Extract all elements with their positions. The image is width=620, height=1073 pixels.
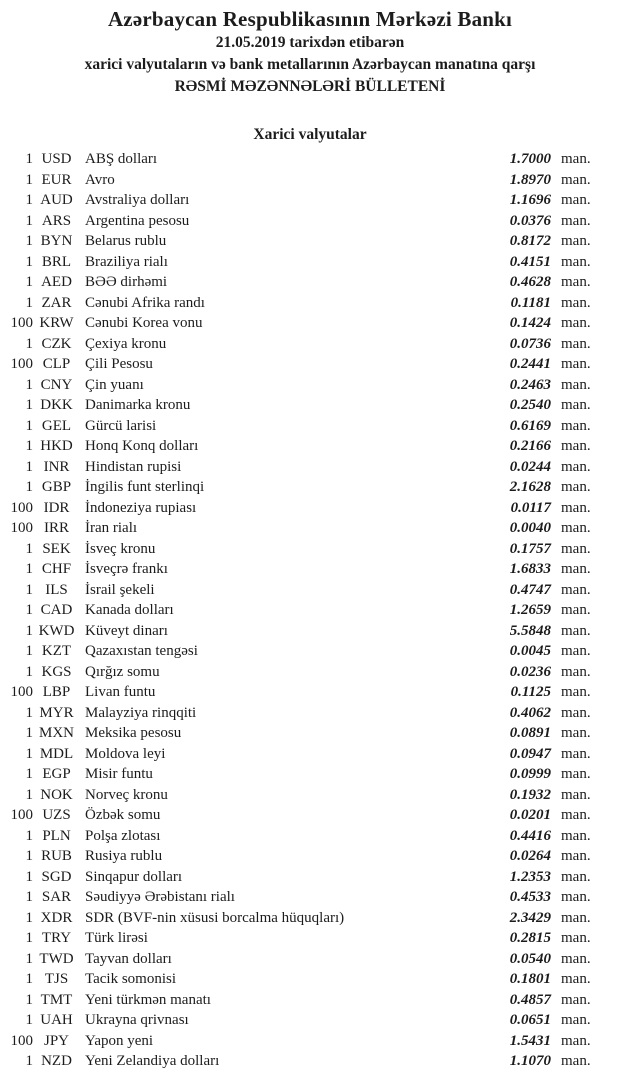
currency-code: NZD [41, 1053, 72, 1069]
currency-quantity: 100 [10, 520, 33, 536]
header-bulletin-title: RƏSMİ MƏZƏNNƏLƏRİ BÜLLETENİ [174, 78, 446, 95]
currency-rate: 0.0947 [509, 745, 551, 762]
currency-rate: 0.8172 [509, 233, 551, 249]
currency-unit: man. [561, 704, 591, 721]
currency-row [0, 990, 620, 1011]
currency-quantity: 1 [25, 438, 33, 454]
currency-rate: 0.4416 [509, 827, 551, 844]
currency-rate: 2.1628 [509, 479, 551, 495]
currency-rate: 1.2353 [509, 868, 551, 885]
currency-unit: man. [561, 786, 591, 803]
currency-code: NOK [40, 786, 73, 803]
currency-unit: man. [561, 540, 591, 557]
currency-name: Meksika pesosu [85, 725, 182, 741]
currency-code: EUR [41, 171, 72, 188]
currency-name: Qazaxıstan tengəsi [85, 643, 198, 659]
currency-quantity: 1 [25, 622, 33, 639]
currency-name: Çexiya kronu [85, 335, 167, 352]
currency-unit: man. [561, 335, 591, 352]
currency-rate: 0.1424 [509, 315, 551, 331]
currency-code: ARS [41, 212, 72, 229]
currency-rate: 0.1757 [509, 540, 551, 557]
currency-unit: man. [561, 151, 591, 167]
currency-quantity: 1 [25, 1053, 33, 1069]
currency-code: SGD [41, 868, 72, 885]
currency-row [0, 518, 620, 539]
currency-row [0, 375, 620, 396]
currency-row [0, 149, 620, 170]
currency-row [0, 1051, 620, 1072]
currency-row [0, 395, 620, 416]
currency-rate: 0.0376 [509, 212, 551, 229]
currency-code: BYN [40, 233, 73, 249]
header-bank-name: Azərbaycan Respublikasının Mərkəzi Bankı [107, 7, 513, 31]
currency-rate: 0.2166 [509, 438, 551, 454]
currency-name: İndoneziya rupiası [85, 499, 197, 516]
currency-quantity: 1 [25, 971, 33, 987]
currency-unit: man. [561, 376, 591, 393]
currency-code: ZAR [41, 294, 72, 311]
currency-code: MDL [39, 745, 74, 762]
currency-unit: man. [561, 622, 591, 639]
currency-row [0, 805, 620, 826]
currency-quantity: 1 [25, 745, 33, 762]
currency-row [0, 662, 620, 683]
currency-name: SDR (BVF-nin xüsusi borcalma hüquqları) [85, 909, 345, 926]
currency-row [0, 293, 620, 314]
currency-unit: man. [561, 766, 591, 782]
currency-name: Rusiya rublu [85, 848, 163, 864]
currency-quantity: 1 [25, 602, 33, 618]
currency-quantity: 1 [25, 294, 33, 311]
currency-unit: man. [561, 950, 591, 967]
currency-row [0, 744, 620, 765]
currency-rate: 0.2540 [509, 397, 551, 413]
currency-name: Sinqapur dolları [85, 868, 183, 885]
currency-unit: man. [561, 438, 591, 454]
currency-quantity: 1 [25, 725, 33, 741]
currency-code: LBP [42, 684, 71, 700]
currency-row [0, 764, 620, 785]
currency-code: INR [43, 458, 70, 475]
currency-code: UZS [42, 807, 71, 823]
currency-rate: 0.6169 [509, 417, 551, 434]
currency-rate: 1.1696 [509, 192, 551, 208]
currency-rate: 0.4533 [509, 889, 551, 905]
currency-name: Yapon yeni [85, 1032, 154, 1049]
currency-row [0, 436, 620, 457]
currency-code: MYR [39, 704, 74, 721]
currency-name: Ukrayna qrivnası [85, 1012, 189, 1028]
currency-row [0, 252, 620, 273]
currency-code: IDR [43, 499, 70, 516]
currency-code: AED [41, 274, 72, 290]
section-title-foreign-currencies: Xarici valyutalar [253, 126, 367, 143]
currency-code: SAR [41, 889, 72, 905]
currency-quantity: 1 [25, 458, 33, 475]
currency-unit: man. [561, 294, 591, 311]
currency-rate: 0.1125 [510, 684, 551, 700]
currency-rate: 2.3429 [509, 909, 551, 926]
currency-quantity: 1 [25, 581, 33, 598]
currency-quantity: 1 [25, 950, 33, 967]
currency-name: Qırğız somu [85, 663, 160, 680]
currency-unit: man. [561, 499, 591, 516]
currency-quantity: 1 [25, 151, 33, 167]
currency-code: GEL [41, 417, 72, 434]
header-subject-line: xarici valyutaların və bank metallarının Azərbaycan manatına qarşı [84, 56, 536, 73]
currency-name: Avro [85, 171, 115, 188]
currency-unit: man. [561, 561, 591, 577]
currency-code: MXN [38, 725, 74, 741]
currency-unit: man. [561, 807, 591, 823]
currency-row [0, 682, 620, 703]
currency-rate: 0.0244 [509, 458, 551, 475]
currency-code: DKK [40, 397, 73, 413]
currency-rate: 1.1070 [509, 1053, 551, 1069]
currency-unit: man. [561, 930, 591, 946]
currency-rate: 1.2659 [509, 602, 551, 618]
currency-rate: 5.5848 [509, 622, 551, 639]
currency-name: Belarus rublu [85, 233, 167, 249]
currency-code: CAD [40, 602, 73, 618]
currency-name: Çili Pesosu [85, 356, 153, 372]
currency-name: İngilis funt sterlinqi [85, 479, 205, 495]
currency-name: Özbək somu [85, 807, 161, 823]
currency-rate: 0.1801 [509, 971, 551, 987]
currency-code: USD [41, 151, 72, 167]
currency-row [0, 867, 620, 888]
currency-quantity: 1 [25, 561, 33, 577]
currency-name: Tayvan dolları [85, 950, 172, 967]
currency-row [0, 190, 620, 211]
currency-rate: 1.8970 [509, 171, 551, 188]
currency-row [0, 272, 620, 293]
currency-code: CZK [41, 335, 72, 352]
currency-rate: 0.0117 [510, 499, 551, 516]
currency-name: Braziliya rialı [85, 253, 168, 270]
currency-rate: 1.5431 [509, 1032, 551, 1049]
currency-row [0, 641, 620, 662]
currency-name: Polşa zlotası [85, 827, 161, 844]
currency-rate: 1.7000 [509, 151, 551, 167]
currency-row [0, 334, 620, 355]
currency-name: Malayziya rinqqiti [85, 704, 197, 721]
currency-table [0, 149, 620, 1072]
currency-rate: 0.2815 [509, 930, 551, 946]
currency-quantity: 100 [10, 315, 33, 331]
currency-quantity: 100 [10, 356, 33, 372]
header-date-line: 21.05.2019 tarixdən etibarən [215, 34, 405, 51]
currency-quantity: 1 [25, 930, 33, 946]
currency-quantity: 100 [10, 807, 33, 823]
currency-rate: 0.4857 [509, 991, 551, 1008]
currency-quantity: 1 [25, 909, 33, 926]
currency-code: KZT [41, 643, 72, 659]
currency-unit: man. [561, 1032, 591, 1049]
currency-name: Küveyt dinarı [85, 622, 168, 639]
currency-row [0, 1031, 620, 1052]
currency-rate: 0.0201 [509, 807, 551, 823]
currency-name: İsveç kronu [85, 540, 156, 557]
currency-code: TJS [44, 971, 69, 987]
currency-row [0, 416, 620, 437]
currency-quantity: 1 [25, 417, 33, 434]
currency-rate: 0.0264 [509, 848, 551, 864]
currency-name: Cənubi Korea vonu [85, 315, 203, 331]
currency-row [0, 600, 620, 621]
currency-rate: 0.2463 [509, 376, 551, 393]
currency-unit: man. [561, 991, 591, 1008]
currency-unit: man. [561, 827, 591, 844]
currency-code: KRW [39, 315, 74, 331]
currency-unit: man. [561, 643, 591, 659]
currency-name: Honq Konq dolları [85, 438, 199, 454]
currency-rate: 0.1932 [509, 786, 551, 803]
currency-quantity: 1 [25, 786, 33, 803]
currency-rate: 0.0236 [509, 663, 551, 680]
currency-row [0, 170, 620, 191]
currency-unit: man. [561, 274, 591, 290]
currency-row [0, 785, 620, 806]
currency-unit: man. [561, 192, 591, 208]
currency-row [0, 498, 620, 519]
currency-unit: man. [561, 171, 591, 188]
currency-name: Kanada dolları [85, 602, 174, 618]
currency-name: İsrail şekeli [85, 581, 155, 598]
currency-quantity: 1 [25, 479, 33, 495]
currency-quantity: 1 [25, 868, 33, 885]
currency-unit: man. [561, 479, 591, 495]
currency-quantity: 100 [10, 499, 33, 516]
currency-unit: man. [561, 663, 591, 680]
currency-name: Misir funtu [85, 766, 153, 782]
currency-unit: man. [561, 889, 591, 905]
currency-quantity: 1 [25, 335, 33, 352]
currency-rate: 0.0651 [509, 1012, 551, 1028]
currency-row [0, 703, 620, 724]
currency-code: GBP [41, 479, 72, 495]
currency-quantity: 1 [25, 643, 33, 659]
currency-unit: man. [561, 868, 591, 885]
currency-rate: 0.0736 [509, 335, 551, 352]
currency-code: ILS [45, 581, 68, 598]
currency-name: İsveçrə frankı [85, 561, 168, 577]
currency-unit: man. [561, 581, 591, 598]
currency-row [0, 231, 620, 252]
currency-unit: man. [561, 315, 591, 331]
currency-code: TRY [41, 930, 72, 946]
currency-code: TWD [39, 950, 74, 967]
currency-name: Səudiyyə Ərəbistanı rialı [85, 889, 235, 905]
currency-row [0, 539, 620, 560]
currency-rate: 0.2441 [509, 356, 551, 372]
currency-quantity: 1 [25, 991, 33, 1008]
currency-row [0, 477, 620, 498]
currency-quantity: 1 [25, 376, 33, 393]
currency-quantity: 1 [25, 212, 33, 229]
currency-code: HKD [40, 438, 73, 454]
currency-code: KWD [38, 622, 75, 639]
currency-code: BRL [41, 253, 72, 270]
currency-rate: 0.4628 [509, 274, 551, 290]
currency-quantity: 1 [25, 397, 33, 413]
currency-name: Gürcü larisi [85, 417, 157, 434]
currency-quantity: 1 [25, 889, 33, 905]
currency-name: Yeni Zelandiya dolları [85, 1053, 220, 1069]
currency-quantity: 1 [25, 1012, 33, 1028]
currency-code: CHF [41, 561, 72, 577]
currency-row [0, 887, 620, 908]
currency-quantity: 1 [25, 540, 33, 557]
currency-code: RUB [41, 848, 72, 864]
currency-row [0, 211, 620, 232]
currency-quantity: 100 [10, 684, 33, 700]
currency-unit: man. [561, 520, 591, 536]
currency-name: Avstraliya dolları [85, 192, 190, 208]
currency-code: IRR [43, 520, 69, 536]
currency-code: UAH [40, 1012, 73, 1028]
currency-code: AUD [40, 192, 73, 208]
currency-rate: 0.4062 [509, 704, 551, 721]
currency-row [0, 457, 620, 478]
currency-name: Danimarka kronu [85, 397, 191, 413]
currency-row [0, 928, 620, 949]
currency-row [0, 908, 620, 929]
currency-quantity: 1 [25, 827, 33, 844]
currency-code: JPY [43, 1032, 69, 1049]
currency-unit: man. [561, 909, 591, 926]
currency-row [0, 846, 620, 867]
currency-rate: 0.0540 [509, 950, 551, 967]
currency-code: XDR [40, 909, 73, 926]
currency-unit: man. [561, 233, 591, 249]
currency-row [0, 826, 620, 847]
currency-code: CLP [42, 356, 71, 372]
currency-row [0, 313, 620, 334]
currency-quantity: 1 [25, 171, 33, 188]
currency-unit: man. [561, 848, 591, 864]
currency-rate: 0.4747 [509, 581, 551, 598]
currency-code: KGS [41, 663, 72, 680]
currency-name: BƏƏ dirhəmi [85, 274, 168, 290]
currency-row [0, 621, 620, 642]
currency-unit: man. [561, 397, 591, 413]
currency-quantity: 1 [25, 704, 33, 721]
currency-unit: man. [561, 971, 591, 987]
currency-unit: man. [561, 725, 591, 741]
currency-unit: man. [561, 1053, 591, 1069]
currency-name: İran rialı [85, 520, 138, 536]
currency-name: Moldova leyi [85, 745, 166, 762]
currency-row [0, 723, 620, 744]
currency-unit: man. [561, 745, 591, 762]
currency-row [0, 580, 620, 601]
currency-name: Argentina pesosu [85, 212, 190, 229]
currency-rate: 0.1181 [510, 294, 551, 311]
currency-unit: man. [561, 684, 591, 700]
currency-unit: man. [561, 253, 591, 270]
currency-unit: man. [561, 356, 591, 372]
currency-unit: man. [561, 602, 591, 618]
currency-code: CNY [40, 376, 73, 393]
currency-name: Hindistan rupisi [85, 458, 182, 475]
currency-row [0, 559, 620, 580]
currency-rate: 0.4151 [509, 253, 551, 270]
currency-unit: man. [561, 212, 591, 229]
currency-name: Çin yuanı [85, 376, 144, 393]
currency-row [0, 354, 620, 375]
currency-rate: 0.0045 [509, 643, 551, 659]
currency-row [0, 969, 620, 990]
currency-unit: man. [561, 1012, 591, 1028]
currency-unit: man. [561, 417, 591, 434]
currency-name: Tacik somonisi [85, 971, 177, 987]
currency-name: Yeni türkmən manatı [85, 991, 211, 1008]
currency-code: TMT [40, 991, 73, 1008]
currency-rate: 0.0040 [509, 520, 551, 536]
currency-row [0, 949, 620, 970]
currency-rate: 1.6833 [509, 561, 551, 577]
currency-name: Livan funtu [85, 684, 156, 700]
currency-row [0, 1010, 620, 1031]
currency-unit: man. [561, 458, 591, 475]
currency-quantity: 100 [10, 1032, 33, 1049]
currency-name: ABŞ dolları [85, 151, 158, 167]
currency-name: Cənubi Afrika randı [85, 294, 205, 311]
currency-name: Türk lirəsi [85, 930, 148, 946]
currency-rate: 0.0891 [509, 725, 551, 741]
currency-quantity: 1 [25, 253, 33, 270]
currency-quantity: 1 [25, 766, 33, 782]
currency-rate: 0.0999 [509, 766, 551, 782]
currency-quantity: 1 [25, 192, 33, 208]
currency-name: Norveç kronu [85, 786, 168, 803]
currency-quantity: 1 [25, 663, 33, 680]
currency-code: SEK [42, 540, 71, 557]
currency-quantity: 1 [25, 848, 33, 864]
currency-quantity: 1 [25, 274, 33, 290]
currency-quantity: 1 [25, 233, 33, 249]
currency-code: PLN [42, 827, 71, 844]
currency-code: EGP [42, 766, 71, 782]
